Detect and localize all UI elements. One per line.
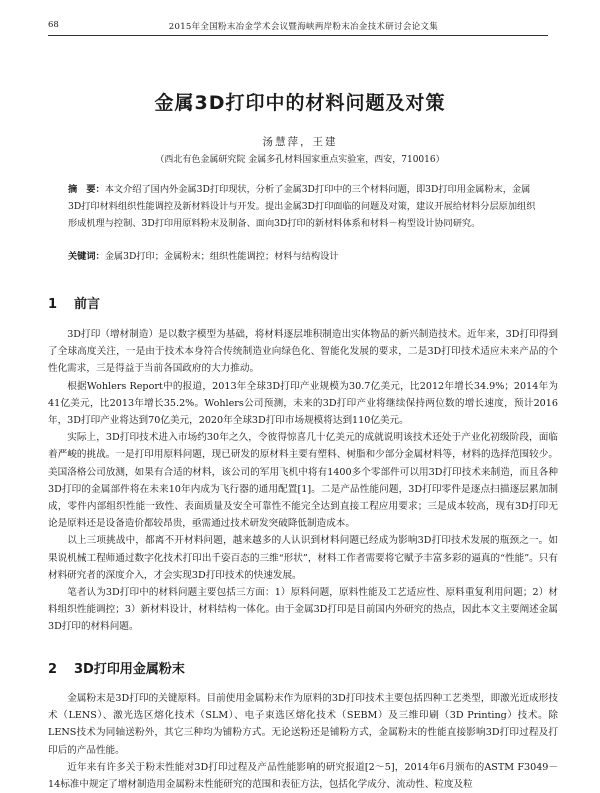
section-2-body xyxy=(48,690,558,793)
paragraph: 笔者认为3D打印中的材料问题主要包括三方面：1）原料问题，原料性能及工艺适应性、原料重复利用问题；2）材料组织性能调控；3）新材料设计，材料结构一体化。由于金属3D打印是目前国内外研究的热点，因此本文主要阐述金属3D打印的材料问题。 xyxy=(48,587,558,633)
section-1-heading xyxy=(48,293,100,312)
section-number: 2 xyxy=(48,662,58,677)
paper-affiliation: （西北有色金属研究院 金属多孔材料国家重点实验室，西安，710016） xyxy=(155,155,445,165)
abstract xyxy=(68,181,540,232)
section-2-heading xyxy=(48,658,185,677)
paragraph: 3D打印（增材制造）是以数字模型为基础，将材料逐层堆积制造出实体物品的新兴制造技术。近年来，3D打印得到了全球高度关注，一是由于技术本身符合传统制造业向绿色化、智能化发展的要求，二是3D打印技术适应未来产品的个性化需求，三是得益于当前各国政府的大力推动。 xyxy=(48,329,558,375)
page-number: 68 xyxy=(48,20,59,30)
running-title: 2015年全国粉末冶金学术会议暨海峡两岸粉末冶金技术研讨会论文集 xyxy=(168,22,439,32)
paragraph: 金属粉末是3D打印的关键原料。目前使用金属粉末作为原料的3D打印技术主要包括四种工艺类型，即激光近成形技术（LENS）、激光选区熔化技术（SLM）、电子束选区熔化技术（SEBM）及三维印刷（3D Printing）技术。除LENS技术为同轴送粉外，其它三种均为铺粉方式。无论送粉还是铺粉方式，金属粉末的性能直接影响3D打印过程及打印后的产品性能。 xyxy=(48,693,558,756)
keywords-text: 金属3D打印；金属粉末；组织性能调控；材料与结构设计 xyxy=(104,251,339,262)
paragraph: 根据Wohlers Report中的报道，2013年全球3D打印产业规模为30.7亿美元，比2012年增长34.9%；2014年为41亿美元，比2013年增长35.2%。Wohlers公司预测，未来的3D打印产业将继续保持两位数的增长速度，预计2016年，3D打印产业将达到70亿美元，2020年全球3D打印市场规模将达到110亿美元。 xyxy=(48,380,558,427)
paper-authors: 汤慧萍，王建 xyxy=(262,136,338,148)
abstract-label: 摘 要： xyxy=(68,184,105,195)
running-header xyxy=(48,20,548,36)
keywords xyxy=(68,248,540,265)
paragraph: 以上三项挑战中，都离不开材料问题，越来越多的人认识到材料问题已经成为影响3D打印技术发展的瓶颈之一。如果说机械工程师通过数字化技术打印出千姿百态的三维“形状”，材料工作者需要将它赋予丰富多彩的逼真的“性能”。只有材料研究者的深度介入，才会实现3D打印技术的快速发展。 xyxy=(48,535,558,581)
section-1-body xyxy=(48,326,558,636)
keywords-label: 关键词： xyxy=(68,251,105,262)
section-title: 前言 xyxy=(74,297,101,312)
section-title: 3D打印用金属粉末 xyxy=(74,662,185,677)
section-number: 1 xyxy=(48,297,58,312)
abstract-text: 本文介绍了国内外金属3D打印现状，分析了金属3D打印中的三个材料问题，即3D打印用金属粉末，金属3D打印材料组织性能调控及新材料设计与开发。提出金属3D打印面临的问题及对策，建议开展给材料分层原加组织形成机理与控制、3D打印用原料粉末及制备、面向3D打印的新材料体系和材料－构型设计协同研究。 xyxy=(68,184,536,229)
paper-title: 金属3D打印中的材料问题及对策 xyxy=(154,92,446,114)
paragraph: 近年来有许多关于粉末性能对3D打印过程及产品性能影响的研究报道[2～5]，2014年6月颁布的ASTM F3049－14标准中规定了增材制造用金属粉末性能研究的范围和表征方法，包括化学成分、流动性、粒度及粒 xyxy=(48,761,558,791)
paragraph: 实际上，3D打印技术进入市场约30年之久，令彼得惊喜几十亿美元的成就说明该技术还处于产业化初级阶段，面临着严峻的挑战。一是打印用原料问题，现已研发的原材料主要有塑料、树脂和少部分金属材料等，材料的选择范围较少。美国洛格公司放测，如果有合适的材料，该公司的军用飞机中将有1400多个零部件可以用3D打印技术来制造，而且各种3D打印的金属部件将在未来10年内成为飞行器的通用配置[1]。二是产品性能问题，3D打印零件是逐点扫描逐层累加制成，零件内部组织性能一致性、表面质量及安全可靠性不能完全达到直接工程应用要求；三是成本较高，现有3D打印无论是原料还是设备造价都较昂贵，亟需通过技术研发突破降低制造成本。 xyxy=(48,432,558,530)
